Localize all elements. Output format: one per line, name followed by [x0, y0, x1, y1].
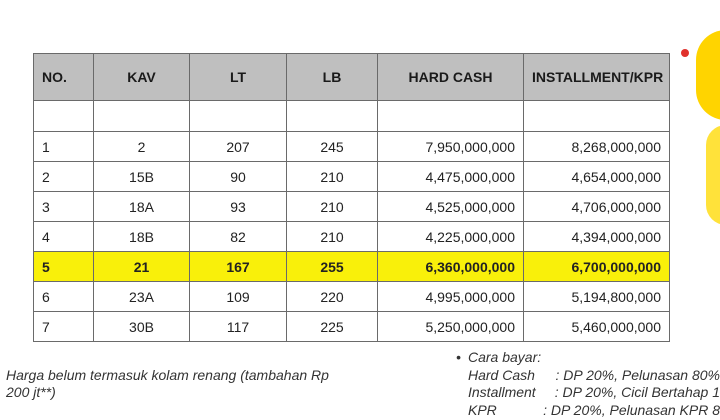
payment-item: [456, 384, 720, 402]
payment-item-label: KPR: [468, 401, 497, 418]
cell-hard-cash: 6,360,000,000: [378, 252, 524, 282]
cell-hard-cash: 4,475,000,000: [378, 162, 524, 192]
cell-installment: 4,706,000,000: [524, 192, 670, 222]
header-kav: KAV: [94, 54, 190, 101]
cell-kav: 21: [94, 252, 190, 282]
table-row: [34, 132, 670, 162]
cell-lt: 117: [190, 312, 287, 342]
cell-lb: 210: [287, 162, 378, 192]
cell-lb: 220: [287, 282, 378, 312]
cell-lb: 255: [287, 252, 378, 282]
decorative-yellow-shape: [696, 30, 720, 120]
cell-lt: 207: [190, 132, 287, 162]
cell-installment: 4,394,000,000: [524, 222, 670, 252]
header-lt: LT: [190, 54, 287, 101]
cell-kav: 18A: [94, 192, 190, 222]
cell-installment: 4,654,000,000: [524, 162, 670, 192]
cell-no: 6: [34, 282, 94, 312]
cell-no: 1: [34, 132, 94, 162]
cell-lb: 210: [287, 222, 378, 252]
table-row: [34, 192, 670, 222]
cell-lt: 90: [190, 162, 287, 192]
cell-hard-cash: 7,950,000,000: [378, 132, 524, 162]
cell-kav: 18B: [94, 222, 190, 252]
table-row-highlighted: [34, 252, 670, 282]
cell-hard-cash: 4,525,000,000: [378, 192, 524, 222]
payment-items: [456, 367, 720, 420]
header-no: NO.: [34, 54, 94, 101]
cell-no: 3: [34, 192, 94, 222]
decorative-yellow-shape-lower: [706, 125, 720, 225]
cell-installment: 6,700,000,000: [524, 252, 670, 282]
cell-no: 5: [34, 252, 94, 282]
cell-no: 2: [34, 162, 94, 192]
price-table: [33, 53, 670, 342]
cell-kav: 23A: [94, 282, 190, 312]
table-row: [34, 312, 670, 342]
header-installment: INSTALLMENT/KPR: [524, 54, 670, 101]
cell-kav: 30B: [94, 312, 190, 342]
cell-lb: 225: [287, 312, 378, 342]
cell-installment: 8,268,000,000: [524, 132, 670, 162]
payment-title-text: Cara bayar:: [468, 349, 542, 365]
cell-lb: 245: [287, 132, 378, 162]
cell-no: 7: [34, 312, 94, 342]
header-hard-cash: HARD CASH: [378, 54, 524, 101]
cell-kav: 2: [94, 132, 190, 162]
cell-lb: 210: [287, 192, 378, 222]
cell-hard-cash: 4,225,000,000: [378, 222, 524, 252]
table-row: [34, 222, 670, 252]
payment-title: [456, 349, 720, 367]
bullet-icon: •: [456, 349, 461, 365]
payment-methods: [456, 349, 720, 419]
cell-hard-cash: 5,250,000,000: [378, 312, 524, 342]
table-body: [34, 101, 670, 342]
cell-kav: 15B: [94, 162, 190, 192]
payment-item: [456, 402, 720, 420]
cell-lt: 167: [190, 252, 287, 282]
payment-item-label: Hard Cash: [468, 366, 535, 383]
header-lb: LB: [287, 54, 378, 101]
table-spacer-row: [34, 101, 670, 132]
cell-installment: 5,460,000,000: [524, 312, 670, 342]
cell-lt: 93: [190, 192, 287, 222]
cell-installment: 5,194,800,000: [524, 282, 670, 312]
cell-lt: 82: [190, 222, 287, 252]
cell-hard-cash: 4,995,000,000: [378, 282, 524, 312]
payment-item-value: : DP 20%, Pelunasan KPR 8: [543, 401, 720, 418]
cell-no: 4: [34, 222, 94, 252]
table-row: [34, 282, 670, 312]
payment-item: [456, 367, 720, 385]
pool-price-note: Harga belum termasuk kolam renang (tambahan Rp 200 jt**): [6, 367, 329, 400]
decorative-red-dot: [681, 49, 689, 57]
payment-item-value: : DP 20%, Cicil Bertahap 1: [554, 384, 720, 400]
payment-item-value: : DP 20%, Pelunasan 80%: [555, 366, 720, 383]
table-row: [34, 162, 670, 192]
cell-lt: 109: [190, 282, 287, 312]
table-header: [34, 54, 670, 101]
payment-item-label: Installment: [468, 384, 536, 400]
